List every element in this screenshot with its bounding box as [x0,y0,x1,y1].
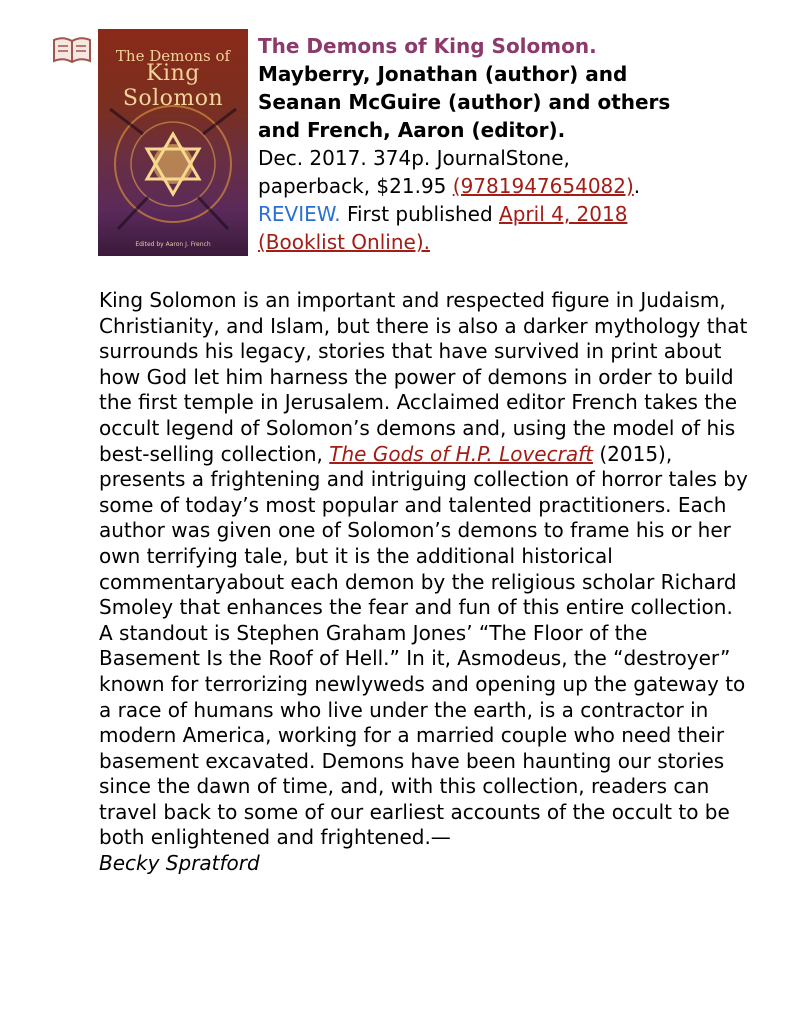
book-cover-image[interactable] [98,29,248,256]
publication-line: Dec. 2017. 374p. JournalStone, [258,146,570,170]
authors-line-2: Seanan McGuire (author) and others [258,90,671,114]
review-label: REVIEW. [258,202,341,226]
citation-block [258,32,718,256]
price-period: . [633,174,641,198]
price-text: paperback, $21.95 [258,174,453,198]
authors-line-3: and French, Aaron (editor). [258,118,566,142]
booklist-online-link[interactable]: (Booklist Online). [258,230,430,254]
cover-star-emblem [98,89,248,239]
reviewer-signature: Becky Spratford [99,851,260,876]
cover-title-line1: The Demons of [115,47,231,65]
publish-date-link[interactable]: April 4, 2018 [499,202,628,226]
authors-line-1: Mayberry, Jonathan (author) and [258,62,628,86]
review-text-part1: King Solomon is an important and respected figure in Judaism, Christianity, and Islam, but there is also a darker mythology that surrounds his legacy, stories that have survived in print about how God let him harness the power of demons in order to build the first temple in Jerusalem. Acclaimed editor French takes the occult legend of Solomon’s demons and, using the model of his best-selling collection, [99,288,748,466]
open-book-icon[interactable] [52,36,92,64]
review-text-part2: (2015), presents a frightening and intriguing collection of horror tales by some of today’s most popular and talented practitioners. Each author was given one of Solomon’s demons to frame his or her own terrifying tale, but it is the additional historical commentaryabout each demon by the religious scholar Richard Smoley that enhances the fear and fun of this entire collection. A standout is Stephen Graham Jones’ “The Floor of the Basement Is the Roof of Hell.” In it, Asmodeus, the “destroyer” known for terrorizing newlyweds and opening up the gateway to a race of humans who live under the earth, is a contractor in modern America, working for a married couple who need their basement excavated. Demons have been haunting our stories since the dawn of time, and, with this collection, readers can travel back to some of our earliest accounts of the occult to be both enlightened and frightened.— [99,441,748,850]
cover-editor-line: Edited by Aaron J. French [135,241,211,248]
cover-title-line2: King Solomon [122,61,224,111]
review-info-line [258,200,718,228]
first-published-text: First published [340,202,500,226]
price-line [258,172,718,200]
review-body [99,288,749,877]
isbn-link[interactable]: (9781947654082) [452,174,634,198]
gods-of-hp-lovecraft-link[interactable]: The Gods of H.P. Lovecraft [329,441,593,466]
book-title: The Demons of King Solomon. [258,34,597,58]
booklist-line [258,228,718,256]
